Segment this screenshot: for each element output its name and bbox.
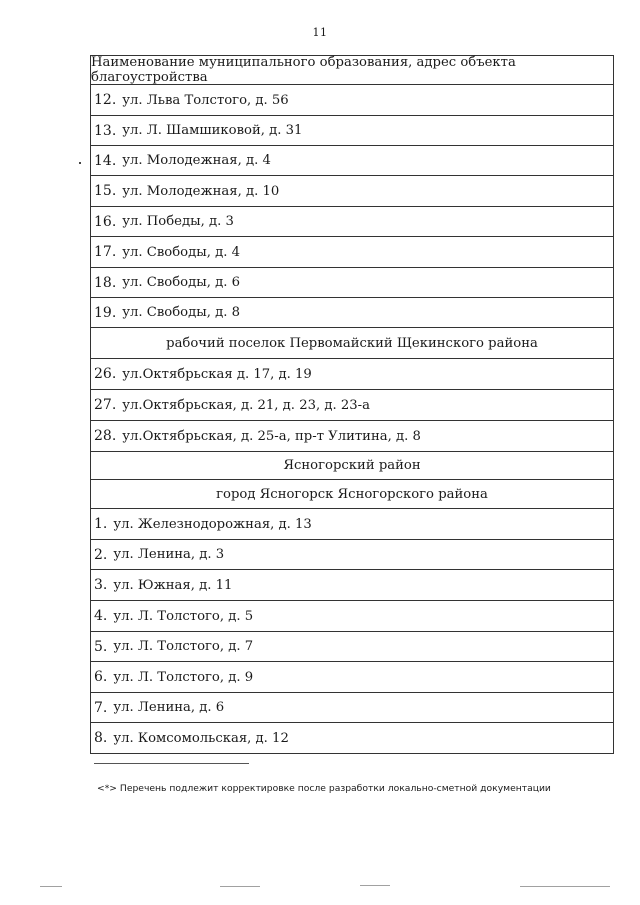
row-address: ул. Свободы, д. 4 — [122, 244, 241, 260]
table-row — [91, 268, 613, 298]
scan-speck — [220, 886, 260, 887]
table-row — [91, 601, 613, 632]
row-number: 5. — [94, 638, 108, 655]
row-address: ул.Октябрьская д. 17, д. 19 — [122, 366, 312, 382]
table-row — [91, 570, 613, 601]
row-address: ул. Комсомольская, д. 12 — [113, 730, 289, 746]
section-heading: Ясногорский район — [91, 452, 613, 480]
row-number: 8. — [94, 730, 108, 746]
row-number: 17. — [94, 244, 117, 260]
row-address: ул.Октябрьская, д. 25-а, пр-т Улитина, д. 8 — [122, 428, 421, 444]
table-row — [91, 146, 613, 176]
row-number: 4. — [94, 608, 108, 624]
table-row — [91, 298, 613, 328]
row-address: ул. Свободы, д. 6 — [122, 275, 241, 290]
footnote: <*> Перечень подлежит корректировке после разработки локально-сметной документации — [97, 783, 551, 794]
table-row — [91, 509, 613, 540]
table-row — [91, 237, 613, 268]
row-number: 1. — [94, 516, 108, 532]
objects-table — [90, 55, 614, 754]
table-row — [91, 390, 613, 421]
row-number: 19. — [94, 304, 117, 321]
row-address: ул. Л. Толстого, д. 5 — [113, 608, 254, 624]
row-address: ул. Свободы, д. 8 — [122, 305, 241, 320]
row-number: 13. — [94, 122, 117, 139]
footnote-divider — [94, 763, 249, 764]
table-row — [91, 116, 613, 146]
row-address: ул. Ленина, д. 6 — [113, 700, 225, 715]
row-number: 27. — [94, 397, 117, 413]
row-number: 26. — [94, 366, 117, 382]
table-row — [91, 540, 613, 570]
row-number: 15. — [94, 183, 117, 199]
row-address: ул. Железнодорожная, д. 13 — [113, 516, 312, 532]
table-row — [91, 662, 613, 693]
table-row — [91, 693, 613, 723]
table-header: Наименование муниципального образования, адрес объекта благоустройства — [91, 56, 613, 85]
row-address: ул. Молодежная, д. 10 — [122, 183, 280, 199]
scan-speck — [79, 162, 81, 164]
row-address: ул. Льва Толстого, д. 56 — [122, 92, 289, 108]
row-address: ул. Южная, д. 11 — [113, 577, 233, 593]
row-number: 3. — [94, 577, 108, 593]
row-number: 12. — [94, 92, 117, 108]
row-number: 6. — [94, 669, 108, 685]
row-number: 28. — [94, 428, 117, 444]
table-row — [91, 421, 613, 452]
table-row — [91, 723, 613, 754]
row-number: 7. — [94, 699, 108, 716]
row-number: 2. — [94, 546, 108, 563]
row-number: 18. — [94, 274, 117, 291]
table-row — [91, 359, 613, 390]
table-row — [91, 85, 613, 116]
scan-speck — [40, 886, 62, 887]
row-address: ул. Л. Шамшиковой, д. 31 — [122, 123, 303, 138]
row-address: ул. Л. Толстого, д. 7 — [113, 639, 254, 654]
row-number: 16. — [94, 213, 117, 230]
row-address: ул.Октябрьская, д. 21, д. 23, д. 23-а — [122, 397, 370, 413]
row-number: 14. — [94, 152, 117, 169]
table-row — [91, 176, 613, 207]
row-address: ул. Ленина, д. 3 — [113, 547, 225, 562]
section-heading: рабочий поселок Первомайский Щекинского района — [91, 328, 613, 359]
table-row — [91, 632, 613, 662]
row-address: ул. Победы, д. 3 — [122, 214, 234, 229]
table-row — [91, 207, 613, 237]
row-address: ул. Молодежная, д. 4 — [122, 153, 271, 168]
scan-speck — [360, 885, 390, 886]
row-address: ул. Л. Толстого, д. 9 — [113, 669, 254, 685]
page-number: 11 — [312, 26, 328, 39]
section-heading: город Ясногорск Ясногорского района — [91, 480, 613, 509]
scan-speck — [520, 886, 610, 887]
